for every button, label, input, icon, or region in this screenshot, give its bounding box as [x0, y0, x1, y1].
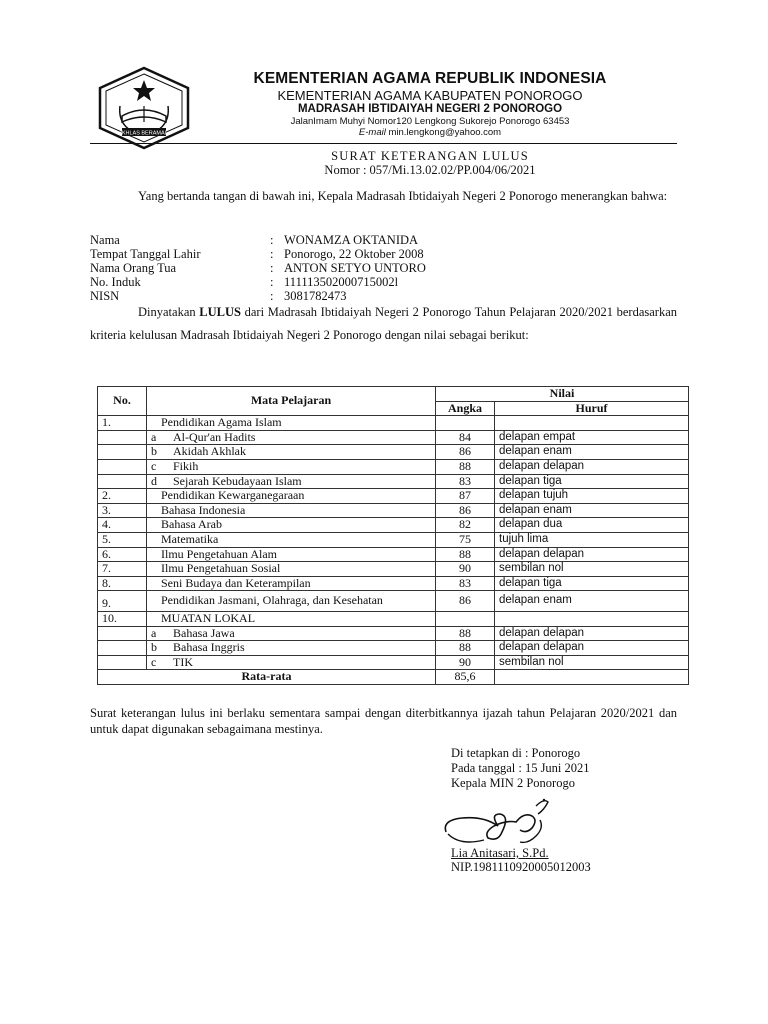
- colon: :: [270, 289, 274, 303]
- average-value: 85,6: [436, 670, 495, 685]
- subject-name: Sejarah Kebudayaan Islam: [173, 473, 302, 488]
- subject-cell: [147, 430, 436, 445]
- row-number: [98, 641, 147, 656]
- grade-words: delapan tujuh: [495, 489, 689, 504]
- document-title: SURAT KETERANGAN LULUS: [331, 149, 529, 163]
- sub-item-letter: c: [151, 458, 157, 473]
- row-number: [98, 430, 147, 445]
- table-row: [98, 459, 689, 474]
- grades-table: [97, 386, 689, 685]
- grade-number: 86: [436, 503, 495, 518]
- table-row: [98, 626, 689, 641]
- grade-number: 90: [436, 655, 495, 670]
- signer-name: Lia Anitasari, S.Pd.: [451, 846, 549, 860]
- subject-name: TIK: [173, 654, 193, 669]
- signer-position: Kepala MIN 2 Ponorogo: [451, 776, 575, 790]
- row-number: 2.: [98, 489, 147, 504]
- grade-words: delapan delapan: [495, 547, 689, 562]
- grade-words: sembilan nol: [495, 655, 689, 670]
- statement-suffix: dari Madrasah Ibtidaiyah Negeri 2 Ponorogo Tahun Pelajaran 2020/2021 berdasarkan kriteria kelulusan Madrasah Ibtidaiyah Negeri 2 Ponorogo dengan nilai sebagai berikut:: [90, 305, 677, 342]
- row-number: 8.: [98, 576, 147, 591]
- email-address: min.lengkong@yahoo.com: [388, 127, 502, 138]
- grade-words: [495, 611, 689, 626]
- identity-label: NISN: [90, 289, 120, 303]
- row-number: 9.: [98, 591, 147, 612]
- table-row: [98, 641, 689, 656]
- subject-name: Bahasa Inggris: [173, 640, 245, 655]
- subject-name: Pendidikan Jasmani, Olahraga, dan Kesehatan: [161, 593, 383, 608]
- table-row: [98, 532, 689, 547]
- grade-number: 88: [436, 641, 495, 656]
- sub-item-letter: c: [151, 654, 157, 669]
- identity-label: No. Induk: [90, 275, 141, 289]
- colon: :: [270, 261, 274, 275]
- parent-name: ANTON SETYO UNTORO: [284, 261, 426, 275]
- subject-cell: [147, 445, 436, 460]
- subject-cell: [147, 547, 436, 562]
- document-number: Nomor : 057/Mi.13.02.02/PP.004/06/2021: [324, 163, 536, 177]
- svg-text:IKHLAS BERAMAL: IKHLAS BERAMAL: [120, 130, 168, 137]
- signer-nip: NIP.198111092000501200З: [451, 860, 591, 874]
- grade-words: delapan enam: [495, 503, 689, 518]
- subject-name: Al-Qur'an Hadits: [173, 429, 256, 444]
- subject-name: Matematika: [161, 531, 219, 546]
- subject-name: Bahasa Arab: [161, 517, 222, 532]
- intro-paragraph: Yang bertanda tangan di bawah ini, Kepala Madrasah Ibtidaiyah Negeri 2 Ponorogo menerangkan bahwa:: [138, 189, 668, 203]
- subject-name: Ilmu Pengetahuan Alam: [161, 546, 277, 561]
- grade-words: sembilan nol: [495, 562, 689, 577]
- grade-number: 90: [436, 562, 495, 577]
- sub-item-letter: a: [151, 625, 157, 640]
- student-id-number: 111113502000715002l: [284, 275, 399, 289]
- grade-number: 86: [436, 445, 495, 460]
- row-number: [98, 445, 147, 460]
- grade-number: 82: [436, 518, 495, 533]
- subject-cell: [147, 518, 436, 533]
- header-divider: [90, 143, 677, 144]
- grade-words: delapan delapan: [495, 626, 689, 641]
- subject-cell: [147, 503, 436, 518]
- table-row: [98, 416, 689, 431]
- row-number: [98, 459, 147, 474]
- table-row: [98, 611, 689, 626]
- table-row: [98, 489, 689, 504]
- table-row: [98, 547, 689, 562]
- subject-cell: [147, 611, 436, 626]
- subject-name: Bahasa Indonesia: [161, 502, 246, 517]
- sub-item-letter: b: [151, 444, 157, 459]
- row-number: 7.: [98, 562, 147, 577]
- table-row: [98, 655, 689, 670]
- table-row: [98, 518, 689, 533]
- nisn-number: 3081782473: [284, 289, 347, 303]
- table-row: [98, 591, 689, 612]
- school-address: JalanImam Muhyi Nomor120 Lengkong Sukorejo Ponorogo 63453: [290, 116, 570, 127]
- grade-words: delapan delapan: [495, 641, 689, 656]
- graduation-status: LULUS: [199, 305, 241, 319]
- subject-name: Seni Budaya dan Keterampilan: [161, 575, 311, 590]
- subject-cell: [147, 474, 436, 489]
- graduation-statement: [90, 301, 677, 347]
- subject-cell: [147, 532, 436, 547]
- subject-name: Bahasa Jawa: [173, 625, 235, 640]
- table-row: [98, 576, 689, 591]
- row-number: 1.: [98, 416, 147, 431]
- grade-number: 88: [436, 459, 495, 474]
- header-grade: Nilai: [436, 387, 689, 402]
- ministry-name: KEMENTERIAN AGAMA REPUBLIK INDONESIA: [253, 70, 607, 87]
- row-number: 5.: [98, 532, 147, 547]
- header-subject: Mata Pelajaran: [147, 387, 436, 416]
- row-number: 6.: [98, 547, 147, 562]
- grade-number: [436, 611, 495, 626]
- grade-number: 84: [436, 430, 495, 445]
- header-no: No.: [98, 387, 147, 416]
- subject-name: Akidah Akhlak: [173, 444, 246, 459]
- grade-number: 83: [436, 474, 495, 489]
- subject-cell: [147, 562, 436, 577]
- grade-words: delapan dua: [495, 518, 689, 533]
- colon: :: [270, 247, 274, 261]
- grade-words: [495, 416, 689, 431]
- identity-label: Nama: [90, 233, 120, 247]
- school-name: MADRASAH IBTIDAIYAH NEGERI 2 PONOROGO: [297, 103, 563, 115]
- table-row: [98, 445, 689, 460]
- sub-item-letter: b: [151, 640, 157, 655]
- row-number: 4.: [98, 518, 147, 533]
- email-label: E-mail: [358, 127, 386, 138]
- school-email: [200, 127, 660, 138]
- table-header-row: [98, 387, 689, 402]
- row-number: [98, 626, 147, 641]
- grade-number: 88: [436, 547, 495, 562]
- grade-words: delapan empat: [495, 430, 689, 445]
- average-label: Rata-rata: [98, 670, 436, 685]
- grade-number: 86: [436, 591, 495, 612]
- grade-words: tujuh lima: [495, 532, 689, 547]
- row-number: [98, 474, 147, 489]
- identity-label: Tempat Tanggal Lahir: [90, 247, 201, 261]
- grade-words: delapan enam: [495, 591, 689, 612]
- subject-name: Fikih: [173, 458, 199, 473]
- grade-number: 88: [436, 626, 495, 641]
- student-name: WONAMZA OKTANIDA: [284, 233, 419, 247]
- table-row: [98, 562, 689, 577]
- subject-cell: [147, 591, 436, 612]
- grade-words: delapan tiga: [495, 474, 689, 489]
- subject-name: Pendidikan Agama Islam: [161, 415, 282, 430]
- subject-name: Pendidikan Kewarganegaraan: [161, 488, 305, 503]
- grade-words: delapan enam: [495, 445, 689, 460]
- statement-prefix: Dinyatakan: [138, 305, 200, 319]
- signature-icon: [440, 792, 560, 854]
- header-words: Huruf: [495, 401, 689, 416]
- sub-item-letter: d: [151, 473, 157, 488]
- subject-cell: [147, 641, 436, 656]
- grade-words: delapan tiga: [495, 576, 689, 591]
- identity-label: Nama Orang Tua: [90, 261, 177, 275]
- subject-cell: [147, 576, 436, 591]
- subject-name: MUATAN LOKAL: [161, 610, 256, 625]
- subject-cell: [147, 416, 436, 431]
- subject-name: Ilmu Pengetahuan Sosial: [161, 561, 281, 576]
- row-number: 3.: [98, 503, 147, 518]
- colon: :: [270, 233, 274, 247]
- colon: :: [270, 275, 274, 289]
- subject-cell: [147, 626, 436, 641]
- grade-number: 87: [436, 489, 495, 504]
- ministry-logo-icon: [96, 66, 192, 150]
- subject-cell: [147, 459, 436, 474]
- issued-date: Pada tanggal : 15 Juni 2021: [451, 761, 590, 775]
- table-row: [98, 430, 689, 445]
- grade-number: [436, 416, 495, 431]
- issued-place: Di tetapkan di : Ponorogo: [451, 746, 581, 760]
- table-row: [98, 503, 689, 518]
- birth-place-date: Ponorogo, 22 Oktober 2008: [284, 247, 424, 261]
- row-number: [98, 655, 147, 670]
- grade-words: delapan delapan: [495, 459, 689, 474]
- subject-cell: [147, 655, 436, 670]
- closing-paragraph: Surat keterangan lulus ini berlaku sementara sampai dengan diterbitkannya ijazah tahun Pelajaran 2020/2021 dan untuk dapat digunakan sebagaimana mestinya.: [90, 706, 677, 736]
- grade-number: 75: [436, 532, 495, 547]
- sub-item-letter: a: [151, 429, 157, 444]
- office-name: KEMENTERIAN AGAMA KABUPATEN PONOROGO: [277, 88, 583, 103]
- average-words: [495, 670, 689, 685]
- average-row: [98, 670, 689, 685]
- table-row: [98, 474, 689, 489]
- grade-number: 83: [436, 576, 495, 591]
- subject-cell: [147, 489, 436, 504]
- header-number: Angka: [436, 401, 495, 416]
- row-number: 10.: [98, 611, 147, 626]
